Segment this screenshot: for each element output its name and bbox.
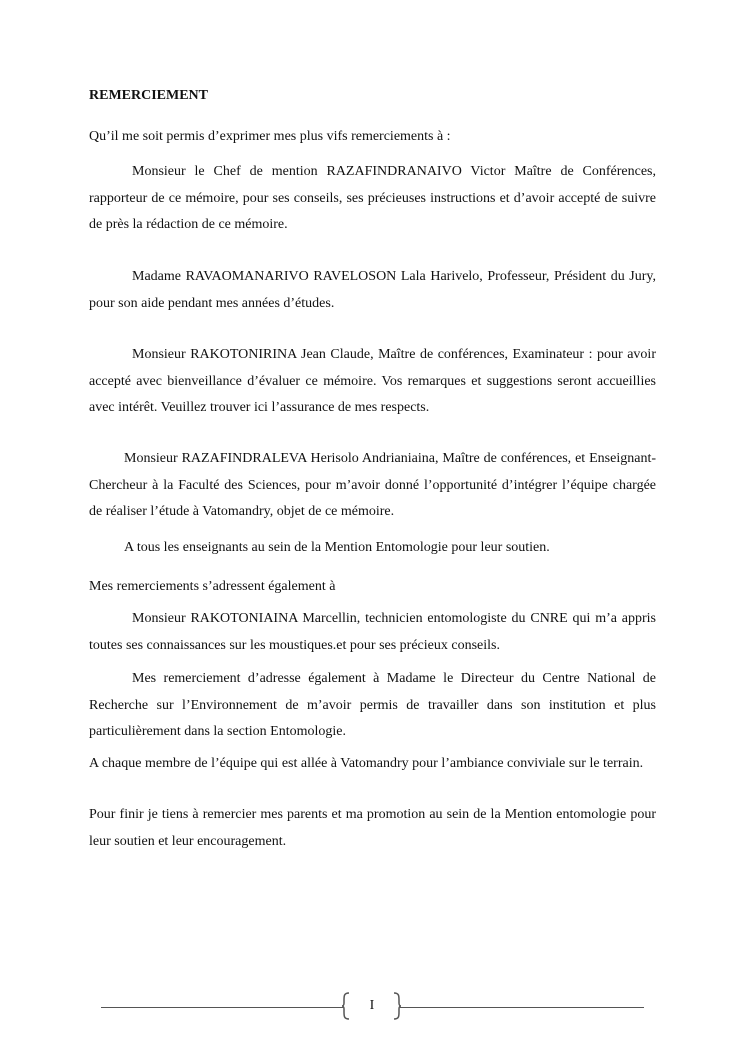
paragraph-parents: Pour finir je tiens à remercier mes parents et ma promotion au sein de la Mention entomologie pour leur soutien et leur encouragement.: [89, 807, 656, 849]
footer-rule-left: [101, 1007, 343, 1008]
paragraph-enseignant-chercheur: Monsieur RAZAFINDRALEVA Herisolo Andrianiaina, Maître de conférences, et Enseignant-Chercheur à la Faculté des Sciences, pour m’avoir donné l’opportunité d’intégrer l’équipe chargée de réaliser l’étude à Vatomandry, objet de ce mémoire.: [89, 451, 656, 519]
paragraph-chef-mention: Monsieur le Chef de mention RAZAFINDRANAIVO Victor Maître de Conférences, rapporteur de ce mémoire, pour ses conseils, ses précieuses instructions et d’avoir accepté de suivre de près la rédaction de ce mémoire.: [89, 164, 656, 232]
paragraph-examinateur: Monsieur RAKOTONIRINA Jean Claude, Maître de conférences, Examinateur : pour avoir accepté avec bienveillance d’évaluer ce mémoire. Vos remarques et suggestions seront accueillies avec intérêt. Veuillez trouver ici l’assurance de mes respects.: [89, 347, 656, 415]
page-title: REMERCIEMENT: [89, 88, 209, 103]
footer-rule-right: [400, 1007, 644, 1008]
paragraph-equipe: A chaque membre de l’équipe qui est allée à Vatomandry pour l’ambiance conviviale sur le terrain.: [89, 756, 644, 771]
paragraph-president-jury: Madame RAVAOMANARIVO RAVELOSON Lala Harivelo, Professeur, Président du Jury, pour son aide pendant mes années d’études.: [89, 269, 656, 311]
paragraph-enseignants: A tous les enseignants au sein de la Mention Entomologie pour leur soutien.: [124, 540, 550, 555]
paragraph-technicien: Monsieur RAKOTONIAINA Marcellin, technicien entomologiste du CNRE qui m’a appris toutes ses connaissances sur les moustiques.et pour ses précieux conseils.: [89, 611, 656, 653]
paragraph-directeur: Mes remerciement d’adresse également à Madame le Directeur du Centre National de Recherche sur l’Environnement de m’avoir permis de travailler dans son institution et plus particulièrement dans la section Entomologie.: [89, 671, 656, 739]
paragraph-remerciements-intro: Mes remerciements s’adressent également à: [89, 579, 336, 594]
page-number: I: [369, 998, 375, 1013]
footer-left-brace: [341, 992, 351, 1020]
intro-paragraph: Qu’il me soit permis d’exprimer mes plus vifs remerciements à :: [89, 129, 451, 144]
footer-right-brace: [392, 992, 402, 1020]
